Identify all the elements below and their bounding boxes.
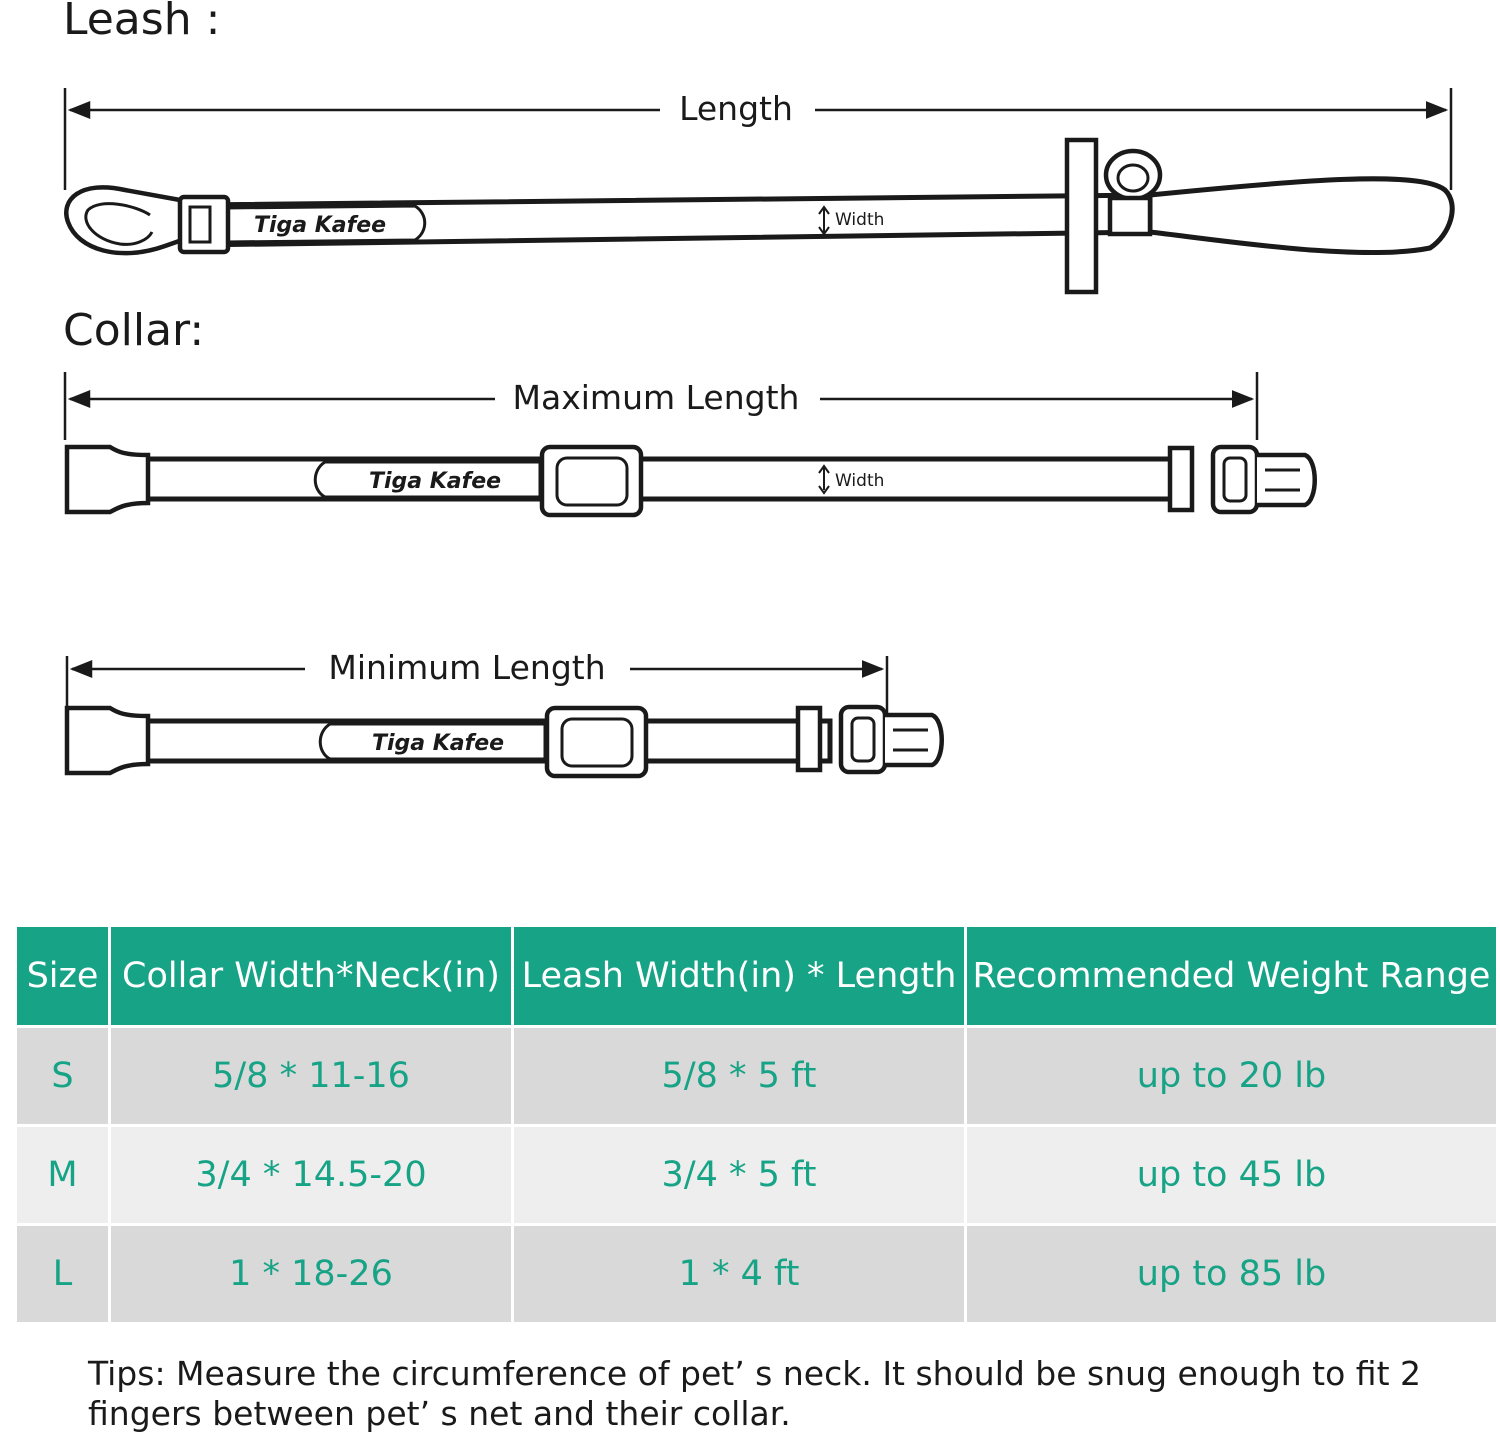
collar-max-strap [130, 459, 1190, 499]
leash-length-label: Length [679, 89, 793, 128]
collar-title: Collar: [63, 305, 205, 356]
collar-min-label: Minimum Length [328, 648, 606, 687]
collar-max-brand-label: Tiga Kafee [368, 469, 502, 494]
header-collar: Collar Width*Neck(in) [110, 926, 513, 1027]
collar-min-brand-label: Tiga Kafee [371, 731, 505, 756]
collar-min-keeper [798, 708, 820, 770]
collar-max-label: Maximum Length [512, 378, 800, 417]
cell-collar: 3/4 * 14.5-20 [110, 1126, 513, 1225]
leash-keeper-bar [1067, 140, 1096, 292]
table-header-row [16, 926, 1498, 1027]
collar-max-keeper [1170, 448, 1192, 510]
cell-size: M [16, 1126, 110, 1225]
collar-max-female-buckle [67, 447, 148, 512]
leash-brand-label: Tiga Kafee [253, 213, 387, 238]
cell-size: L [16, 1225, 110, 1324]
leash-width-label: Width [835, 210, 885, 230]
cell-weight: up to 20 lb [966, 1027, 1498, 1126]
leash-diagram [65, 88, 1452, 292]
collar-max-diagram [65, 372, 1315, 515]
table-row [16, 1225, 1498, 1324]
cell-weight: up to 45 lb [966, 1126, 1498, 1225]
table-row [16, 1027, 1498, 1126]
tips-text: Tips: Measure the circumference of pet’ s neck. It should be snug enough to fit 2 fingers between pet’ s net and their collar. [88, 1354, 1422, 1433]
collar-min-male-buckle-prongs [885, 715, 942, 765]
header-weight: Recommended Weight Range [966, 926, 1498, 1027]
cell-collar: 5/8 * 11-16 [110, 1027, 513, 1126]
cell-leash: 1 * 4 ft [513, 1225, 966, 1324]
cell-collar: 1 * 18-26 [110, 1225, 513, 1324]
leash-clip-collar [180, 197, 228, 252]
header-leash: Leash Width(in) * Length [513, 926, 966, 1027]
table-row [16, 1126, 1498, 1225]
collar-max-male-buckle-prongs [1257, 455, 1315, 505]
cell-weight: up to 85 lb [966, 1225, 1498, 1324]
header-size: Size [16, 926, 110, 1027]
collar-min-diagram [67, 648, 942, 776]
collar-min-female-buckle [67, 708, 148, 773]
cell-size: S [16, 1027, 110, 1126]
leash-ring-holder [1110, 198, 1150, 234]
leash-handle-loop [1150, 179, 1452, 253]
cell-leash: 5/8 * 5 ft [513, 1027, 966, 1126]
leash-title: Leash : [63, 0, 221, 45]
collar-max-width-label: Width [835, 471, 885, 491]
size-chart-table [14, 924, 1499, 1325]
cell-leash: 3/4 * 5 ft [513, 1126, 966, 1225]
